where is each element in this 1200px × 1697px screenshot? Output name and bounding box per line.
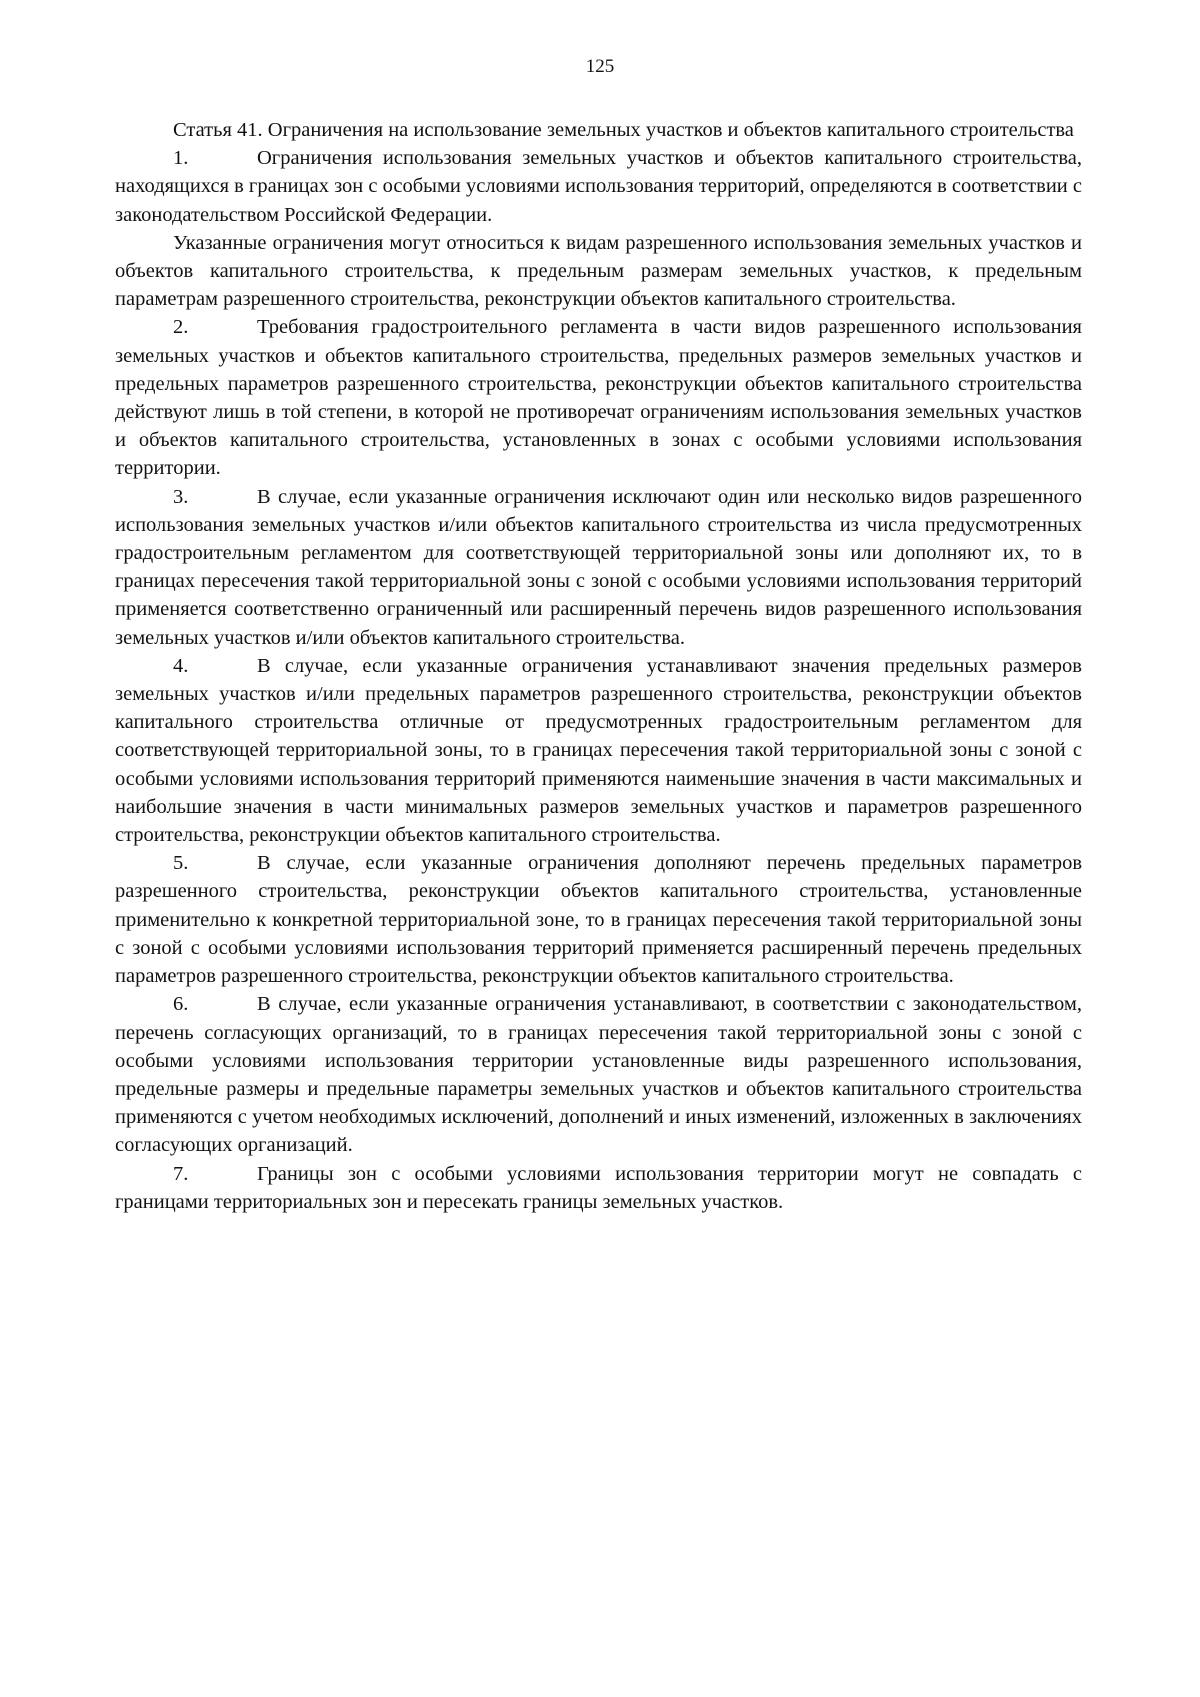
paragraph-number: 7. bbox=[173, 1162, 189, 1185]
paragraph-number: 2. bbox=[173, 316, 189, 339]
paragraph-1-continuation bbox=[115, 229, 1082, 314]
paragraph-number: 1. bbox=[173, 147, 189, 170]
paragraph-text: Границы зон с особыми условиями использования территории могут не совпадать с границами территориальных зон и пересекать границы земельных участков. bbox=[115, 1162, 1082, 1213]
paragraph-3 bbox=[115, 483, 1082, 652]
paragraph-5 bbox=[115, 849, 1082, 990]
article-title: Статья 41. Ограничения на использование земельных участков и объектов капитального строительства bbox=[173, 119, 1074, 141]
paragraph-4 bbox=[115, 652, 1082, 849]
paragraph-number: 6. bbox=[173, 993, 189, 1016]
paragraph-text: В случае, если указанные ограничения устанавливают значения предельных размеров земельных участков и/или предельных параметров разрешенного строительства, реконструкции объектов капитального строительства отличные от предусмотренных градостроительным регламентом для соответствующей территориальной зоны, то в границах пересечения такой территориальной зоны с зоной с особыми условиями использования территорий применяются наименьшие значения в части максимальных и наибольшие значения в части минимальных размеров земельных участков и параметров разрешенного строительства, реконструкции объектов капитального строительства. bbox=[115, 654, 1082, 847]
paragraph-text: Ограничения использования земельных участков и объектов капитального строительства, находящихся в границах зон с особыми условиями использования территорий, определяются в соответствии с законодательством Российской Федерации. bbox=[115, 147, 1082, 226]
paragraph-number: 5. bbox=[173, 852, 189, 875]
page-number: 125 bbox=[585, 56, 615, 77]
article-body bbox=[115, 116, 1082, 1216]
paragraph-number: 4. bbox=[173, 654, 189, 677]
paragraph-1 bbox=[115, 144, 1082, 229]
paragraph-text: В случае, если указанные ограничения устанавливают, в соответствии с законодательством, перечень согласующих организаций, то в границах пересечения такой территориальной зоны с зоной с особыми условиями использования территории установленные виды разрешенного использования, предельные размеры и предельные параметры земельных участков и объектов капитального строительства применяются с учетом необходимых исключений, дополнений и иных изменений, изложенных в заключениях согласующих организаций. bbox=[115, 993, 1082, 1157]
paragraph-number: 3. bbox=[173, 485, 189, 508]
paragraph-6 bbox=[115, 990, 1082, 1159]
paragraph-text: Указанные ограничения могут относиться к видам разрешенного использования земельных участков и объектов капитального строительства, к предельным размерам земельных участков, к предельным параметрам разрешенного строительства, реконструкции объектов капитального строительства. bbox=[115, 231, 1082, 311]
paragraph-text: Требования градостроительного регламента в части видов разрешенного использования земельных участков и объектов капитального строительства, предельных размеров земельных участков и предельных параметров разрешенного строительства, реконструкции объектов капитального строительства действуют лишь в той степени, в которой не противоречат ограничениям использования земельных участков и объектов капитального строительства, установленных в зонах с особыми условиями использования территории. bbox=[115, 316, 1082, 480]
paragraph-2 bbox=[115, 313, 1082, 482]
paragraph-text: В случае, если указанные ограничения дополняют перечень предельных параметров разрешенного строительства, реконструкции объектов капитального строительства, установленные применительно к конкретной территориальной зоне, то в границах пересечения такой территориальной зоны с зоной с особыми условиями использования территорий применяется расширенный перечень предельных параметров разрешенного строительства, реконструкции объектов капитального строительства. bbox=[115, 852, 1082, 988]
paragraph-text: В случае, если указанные ограничения исключают один или несколько видов разрешенного использования земельных участков и/или объектов капитального строительства из числа предусмотренных градостроительным регламентом для соответствующей территориальной зоны или дополняют их, то в границах пересечения такой территориальной зоны с зоной с особыми условиями использования территорий применяется соответственно ограниченный или расширенный перечень видов разрешенного использования земельных участков и/или объектов капитального строительства. bbox=[115, 485, 1082, 649]
paragraph-7 bbox=[115, 1160, 1082, 1216]
